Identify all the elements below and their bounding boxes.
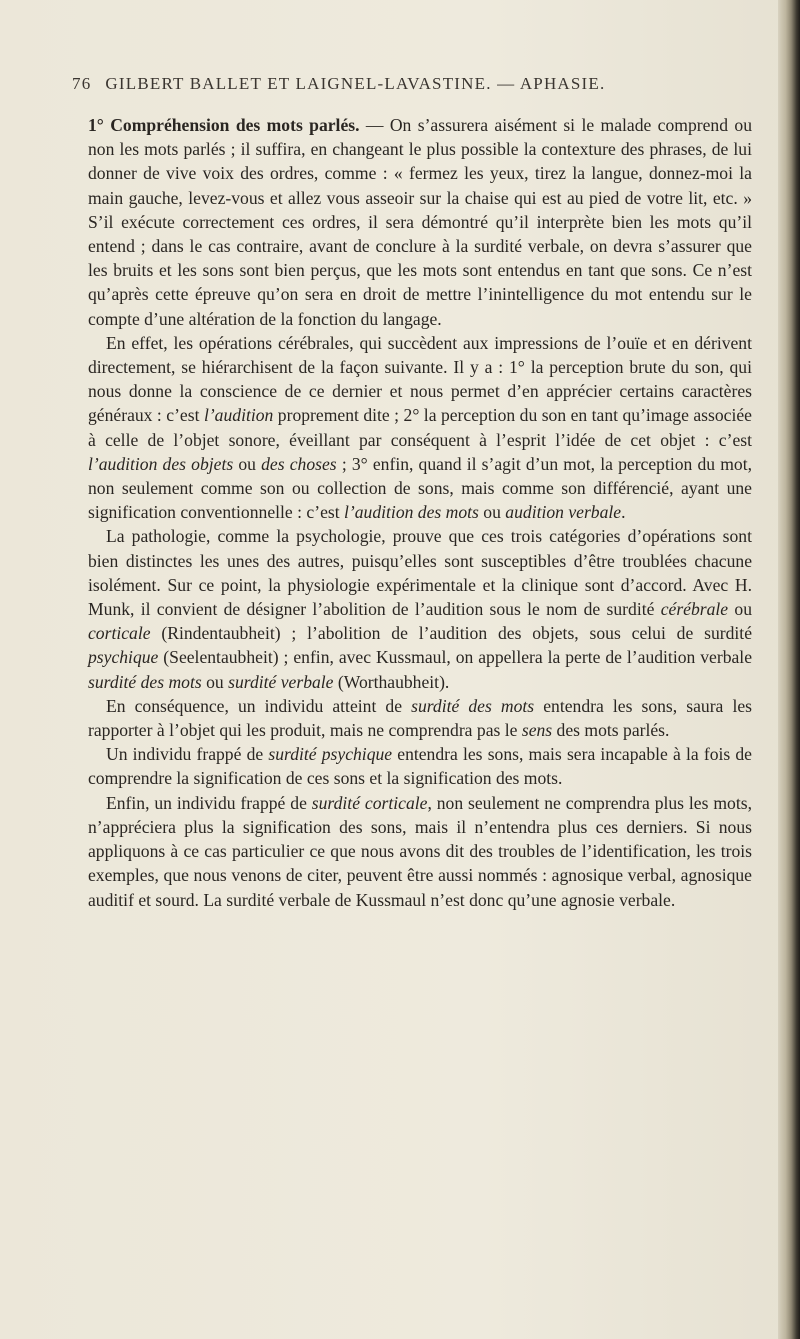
italic-term: l’audition des mots (344, 502, 479, 523)
italic-term: surdité verbale (228, 671, 334, 692)
italic-term: audition verbale (505, 502, 622, 523)
paragraph-text: entendra les sons, saura les rapporter à l’objet qui les produit, mais ne comprendra pas le (88, 695, 752, 741)
paragraph-text: ou (233, 453, 262, 474)
italic-term: surdité corticale (311, 792, 428, 813)
italic-term: psychique (88, 647, 159, 668)
paragraph-text: entendra les sons, mais sera incapable à la fois de comprendre la signification de ces sons et la signification des mots. (88, 744, 752, 789)
paragraph-text: , non seulement ne comprendra plus les mots, n’appréciera plus la signification des sons, mais il n’entendra plus ces derniers. Si nous appliquons à ce cas particulier ce que nous avons dit des troubles de l’identification, les trois exemples, que nous venons de citer, peuvent être aussi nommés : agnosique verbal, agnosique auditif et sourd. La surdité verbale de Kussmaul n’est donc qu’une agnosie verbale. (88, 792, 752, 910)
paragraph-text: Un individu frappé de (106, 744, 269, 765)
paragraph-text: En conséquence, un individu atteint de (106, 695, 412, 716)
italic-term: des choses (261, 453, 337, 474)
body-text (88, 113, 752, 912)
italic-term: l’audition (203, 405, 274, 426)
paragraph-text: La pathologie, comme la psychologie, prouve que ces trois catégories d’opérations sont bien distinctes les unes des autres, puisqu’elles sont susceptibles d’être troublées chacune isolément. Sur ce point, la physiologie expérimentale et la clinique sont d’accord. Avec H. Munk, il convient de désigner l’abolition de l’audition sous le nom de surdité (88, 526, 752, 620)
page-number: 76 (72, 74, 92, 93)
italic-term: corticale (88, 623, 151, 644)
paragraph-psychic-deafness (88, 742, 752, 790)
paragraph-text: des mots parlés. (552, 720, 670, 741)
paragraph-text: ou (728, 599, 752, 620)
paragraph-text: (Rindentaubheit) ; l’abolition de l’audition des objets, sous celui de surdité (150, 623, 752, 644)
paragraph-text: . (621, 502, 626, 523)
paragraph-text: ; 3° enfin, quand il s’agit d’un mot, la perception du mot, non seulement comme son ou collection de sons, mais comme son différencié, ayant une signification conventionnelle : c’est (88, 453, 753, 523)
paragraph-comprehension (88, 113, 752, 331)
paragraph-text: (Seelentaubheit) ; enfin, avec Kussmaul, on appellera la perte de l’audition verbale (158, 647, 752, 668)
paragraph-word-deafness (88, 694, 752, 742)
paragraph-hierarchy (88, 331, 752, 525)
paragraph-text: ou (201, 671, 229, 692)
page-edge-shadow (778, 0, 800, 1339)
section-heading: 1° Compréhension des mots parlés. (88, 115, 360, 135)
running-header (72, 74, 752, 94)
paragraph-text: En effet, les opérations cérébrales, qui succèdent aux impressions de l’ouïe et en dérivent directement, se hiérarchisent de la façon suivante. Il y a : 1° la perception brute du son, qui nous donne la conscience de ce dernier et nous permet d’en apprécier certains caractères généraux : c’est (88, 332, 752, 426)
paragraph-text: (Worthaubheit). (333, 671, 450, 692)
paragraph-text: Enfin, un individu frappé de (106, 792, 312, 813)
paragraph-cortical-deafness (88, 791, 752, 912)
italic-term: surdité psychique (268, 744, 393, 765)
italic-term: l’audition des objets (88, 453, 234, 474)
italic-term: surdité des mots (411, 695, 535, 716)
running-title: GILBERT BALLET ET LAIGNEL-LAVASTINE. — APHASIE. (105, 74, 606, 93)
paragraph-text: ou (478, 502, 506, 523)
italic-term: cérébrale (660, 599, 729, 620)
paragraph-text: proprement dite ; 2° la perception du son en tant qu’image associée à celle de l’objet sonore, éveillant par conséquent à l’esprit l’idée de cet objet : c’est (88, 405, 752, 450)
italic-term: surdité des mots (88, 671, 202, 692)
paragraph-text: — On s’assurera aisément si le malade comprend ou non les mots parlés ; il suffira, en changeant le plus possible la contexture des phrases, de lui donner de vive voix des ordres, comme : « fermez les yeux, tirez la langue, donnez-moi la main gauche, levez-vous et allez vous asseoir sur la chaise qui est au pied de votre lit, etc. » S’il exécute correctement ces ordres, il sera démontré qu’il interprète bien les mots qu’il entend ; dans le cas contraire, avant de conclure à la surdité verbale, on devra s’assurer que les bruits et les sons sont bien perçus, que les mots sont entendus en tant que sons. Ce n’est qu’après cette épreuve qu’on sera en droit de mettre l’inintelligence du mot entendu sur le compte d’une altération de la fonction du langage. (88, 115, 752, 329)
paragraph-pathology (88, 524, 752, 693)
italic-term: sens (521, 720, 553, 741)
